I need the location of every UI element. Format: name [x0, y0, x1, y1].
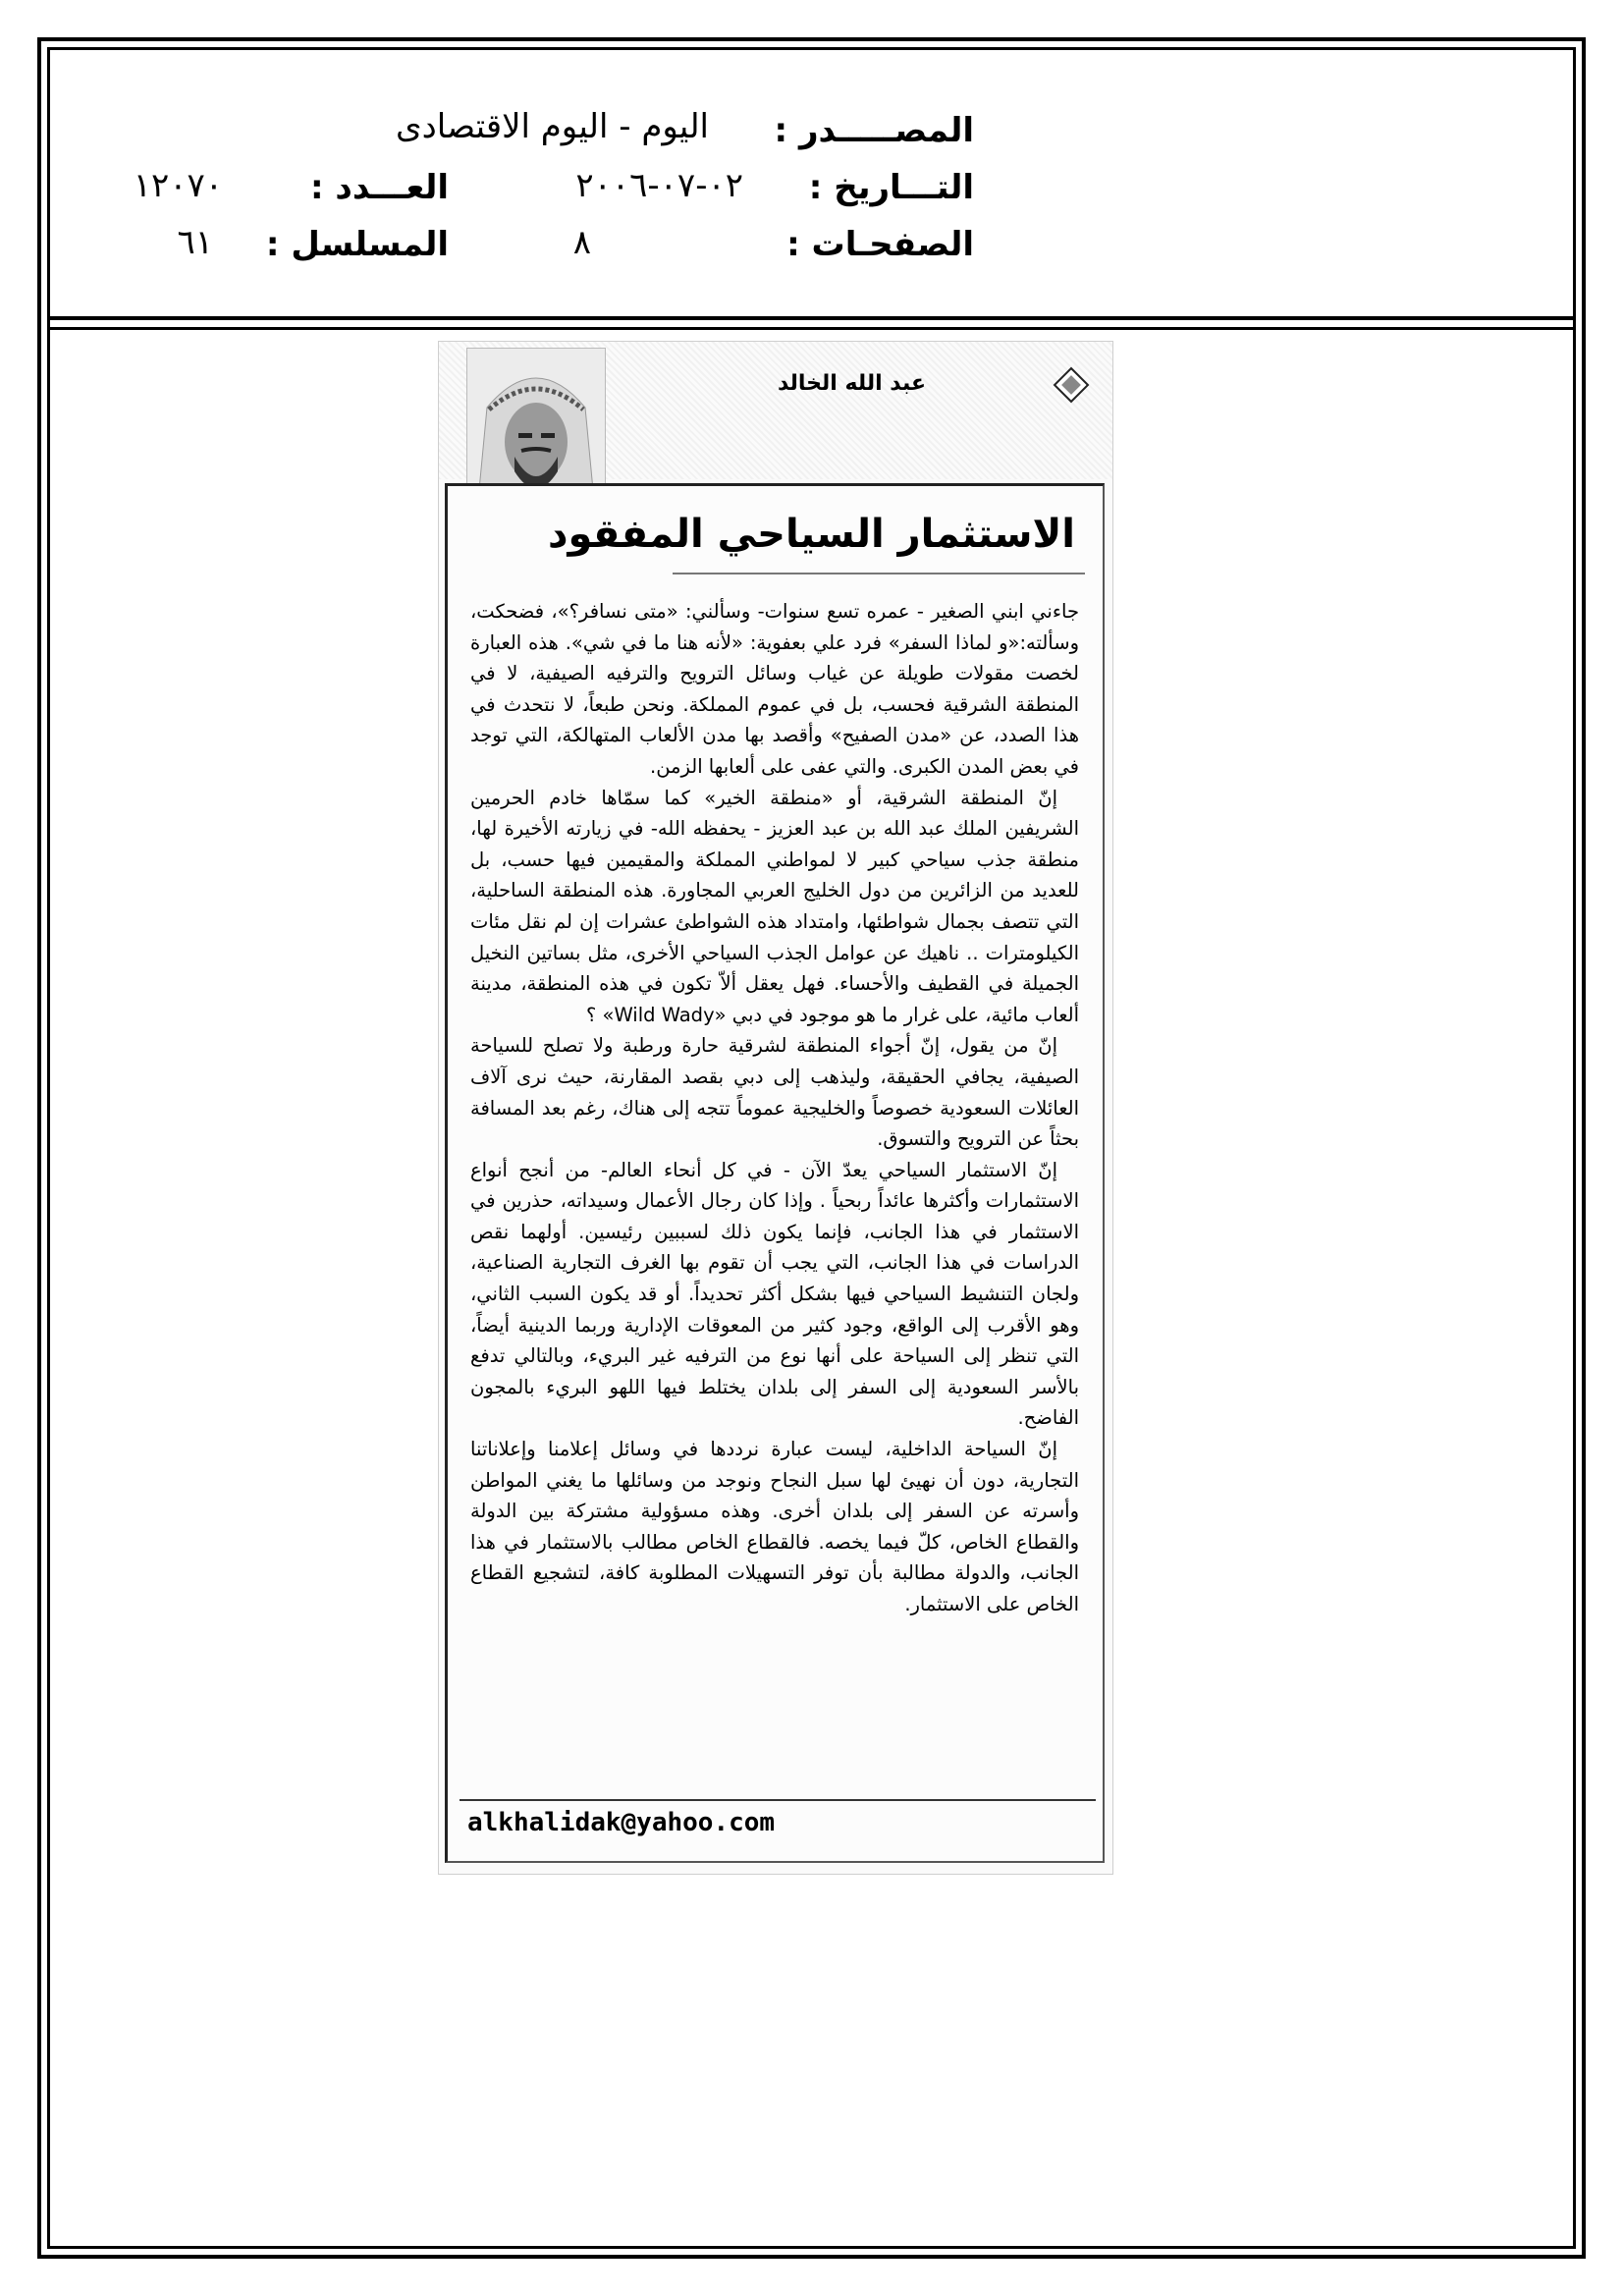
pages-value: ٨	[572, 223, 591, 262]
header-divider	[50, 316, 1573, 320]
archive-header	[50, 50, 1573, 321]
pages-label: الصفحـات :	[786, 225, 974, 264]
author-name: عبد الله الخالد	[777, 371, 926, 396]
header-divider-thin	[50, 327, 1573, 330]
source-label: المصـــــدر :	[774, 111, 974, 150]
source-value: اليوم - اليوم الاقتصادى	[396, 107, 709, 146]
article-paragraph: إنّ الاستثمار السياحي يعدّ الآن - في كل أنحاء العالم- من أنجح أنواع الاستثمارات وأكثرها عائداً ربحياً . وإذا كان رجال الأعمال وسيداته، حذرين في الاستثمار في هذا الجانب، فإنما يكون ذلك لسببين رئيسين. أولهما نقص الدراسات في هذا الجانب، التي يجب أن تقوم بها الغرف التجارية الصناعية، ولجان التنشيط السياحي فيها بشكل أكثر تحديداً. أو قد يكون السبب الثاني، وهو الأقرب إلى الواقع، وجود كثير من المعوقات الإدارية وربما الدينية أيضاً، التي تنظر إلى السياحة على أنها نوع من الترفيه غير البريء، وبالتالي تدفع بالأسر السعودية إلى السفر إلى بلدان يختلط فيها اللهو البريء بالمجون الفاضح.	[470, 1158, 1079, 1430]
author-email: alkhalidak@yahoo.com	[467, 1808, 776, 1837]
article-title: الاستثمار السياحي المفقود	[547, 512, 1075, 557]
article-paragraph: جاءني ابني الصغير - عمره تسع سنوات- وسألني: «متى نسافر؟»، فضحكت، وسألته:«و لماذا السفر» فرد علي بعفوية: «لأنه هنا ما في شي». هذه العبارة لخصت مقولات طويلة عن غياب وسائل الترويح والترفيه الصيفية، لا في المنطقة الشرقية فحسب، بل في عموم المملكة. ونحن طبعاً، لا نتحدث في هذا الصدد، عن «مدن الصفيح» وأقصد بها مدن الألعاب المتهالكة، التي توجد في بعض المدن الكبرى. والتي عفى على ألعابها الزمن.	[470, 600, 1079, 778]
article-body	[470, 596, 1079, 1620]
article-box	[445, 483, 1105, 1863]
article-paragraph: إنّ السياحة الداخلية، ليست عبارة نرددها في وسائل إعلامنا وإعلاناتنا التجارية، دون أن نهيئ لها سبل النجاح ونوجد من وسائلها ما يغني المواطن وأسرته عن السفر إلى بلدان أخرى. وهذه مسؤولية مشتركة بين الدولة والقطاع الخاص، كلّ فيما يخصه. فالقطاع الخاص مطالب بالاستثمار في هذا الجانب، والدولة مطالبة بأن توفر التسهيلات المطلوبة كافة، لتشجيع القطاع الخاص على الاستثمار.	[470, 1438, 1079, 1615]
article-paragraph: إنّ المنطقة الشرقية، أو «منطقة الخير» كما سمّاها خادم الحرمين الشريفين الملك عبد الله بن عبد العزيز - يحفظه الله- في زيارته الأخيرة لها، منطقة جذب سياحي كبير لا لمواطني المملكة والمقيمين فيها حسب، بل للعديد من الزائرين من دول الخليج العربي المجاورة. هذه المنطقة الساحلية، التي تتصف بجمال شواطئها، وامتداد هذه الشواطئ عشرات إن لم نقل مئات الكيلومترات .. ناهيك عن عوامل الجذب السياحي الأخرى، مثل بساتين النخيل الجميلة في القطيف والأحساء. فهل يعقل ألاّ تكون في هذه المنطقة، مدينة ألعاب مائية، على غرار ما هو موجود في دبي «Wild Wady» ؟	[470, 786, 1079, 1026]
serial-value: ٦١	[177, 223, 213, 262]
issue-label: العـــدد :	[310, 168, 449, 207]
article-paragraph: إنّ من يقول، إنّ أجواء المنطقة لشرقية حارة ورطبة ولا تصلح للسياحة الصيفية، يجافي الحقيقة، وليذهب إلى دبي بقصد المقارنة، حيث نرى آلاف العائلات السعودية خصوصاً والخليجية عموماً تتجه إلى هناك، رغم بعد المسافة بحثاً عن الترويح والتسوق.	[470, 1034, 1079, 1151]
newspaper-clipping	[439, 342, 1112, 1874]
issue-value: ١٢٠٧٠	[133, 166, 223, 205]
column-diamond-icon	[1052, 365, 1091, 405]
email-divider	[460, 1799, 1096, 1801]
date-label: التـــاريخ :	[808, 168, 974, 207]
serial-label: المسلسل :	[265, 225, 449, 264]
title-rule	[673, 573, 1085, 574]
date-value: ٠٢-٠٧-٢٠٠٦	[575, 166, 743, 205]
